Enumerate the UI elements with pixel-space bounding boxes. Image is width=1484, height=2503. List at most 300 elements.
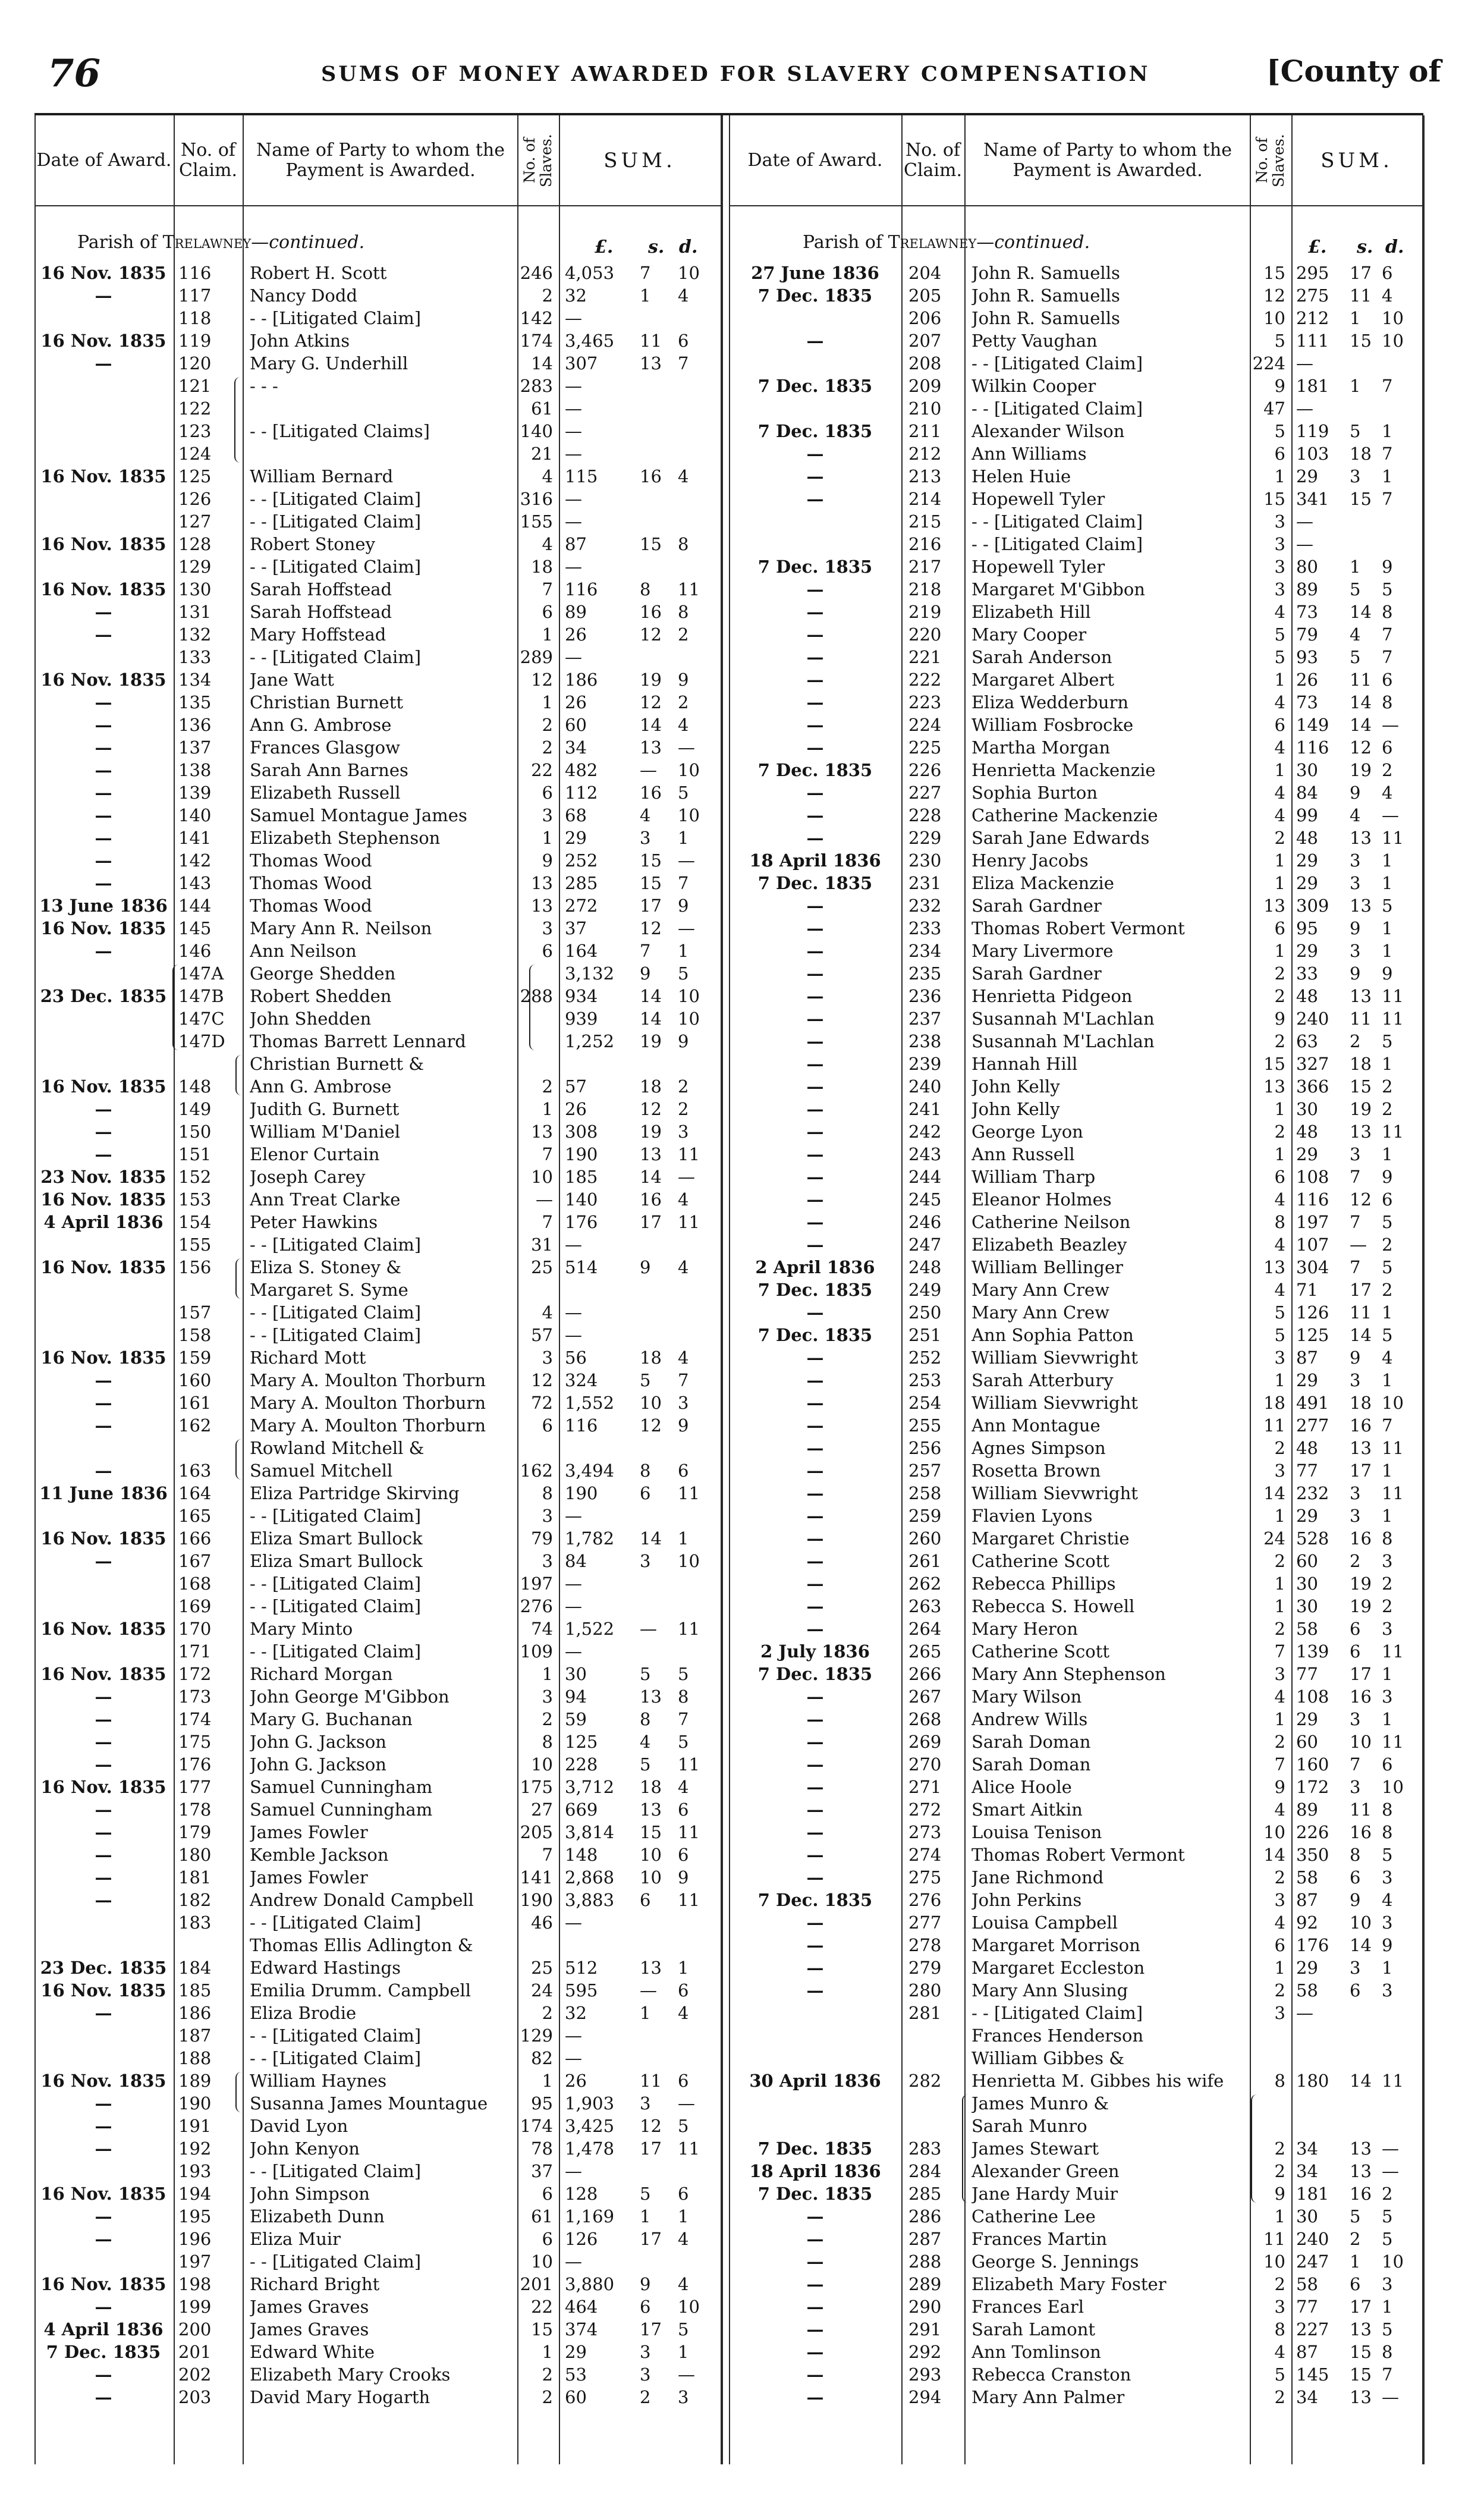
award-date: — <box>806 1506 824 1526</box>
sum-pounds: 190 <box>565 1144 598 1164</box>
claim-number: 135 <box>178 692 212 712</box>
awardee-name: - - [Litigated Claim] <box>250 1641 422 1662</box>
sum-shillings: 10 <box>1350 1912 1372 1933</box>
sum-pounds: 30 <box>1296 760 1318 780</box>
award-date: 7 Dec. 1835 <box>757 421 873 441</box>
sum-shillings: 5 <box>640 1664 651 1684</box>
sum-pounds: — <box>565 1912 582 1933</box>
sum-pounds: 212 <box>1296 308 1329 328</box>
sum-pounds: 3,494 <box>565 1461 615 1481</box>
sum-shillings: 18 <box>640 1348 662 1368</box>
sum-shillings: 1 <box>1350 308 1361 328</box>
slave-count: 6 <box>542 1415 553 1436</box>
sum-shillings: 3 <box>640 2364 651 2385</box>
sum-pounds: 227 <box>1296 2319 1329 2339</box>
sum-shillings: 15 <box>1350 489 1372 509</box>
sum-pence: 11 <box>1382 986 1404 1006</box>
sum-pence: 10 <box>678 1009 700 1029</box>
award-date: — <box>806 1980 824 2000</box>
sum-shillings: — <box>640 1619 657 1639</box>
awardee-name: - - [Litigated Claim] <box>250 1325 422 1345</box>
awardee-name: John Kelly <box>971 1076 1060 1097</box>
award-date: 16 Nov. 1835 <box>40 579 166 599</box>
sum-shillings: 15 <box>1350 2342 1372 2362</box>
slave-count: 1 <box>1274 1506 1285 1526</box>
table-row <box>0 2205 1484 2228</box>
awardee-name: David Lyon <box>250 2116 348 2136</box>
awardee-name: Elizabeth Beazley <box>971 1235 1127 1255</box>
table-row <box>0 533 1484 555</box>
award-date: — <box>95 1551 112 1571</box>
award-date: — <box>95 828 112 848</box>
awardee-name: Andrew Donald Campbell <box>250 1890 474 1910</box>
sum-pounds: 491 <box>1296 1393 1329 1413</box>
awardee-name: Eliza S. Stoney & <box>250 1257 402 1277</box>
slave-count: 1 <box>1274 466 1285 486</box>
award-date: 2 July 1836 <box>760 1641 870 1662</box>
sum-pence: 10 <box>1382 331 1404 351</box>
sum-shillings: 17 <box>640 2138 662 2159</box>
sum-shillings: 13 <box>1350 2161 1372 2181</box>
awardee-name: Margaret Albert <box>971 670 1115 690</box>
award-date: — <box>806 579 824 599</box>
table-row <box>0 2047 1484 2069</box>
award-date: — <box>806 1912 824 1933</box>
awardee-name: Louisa Campbell <box>971 1912 1118 1933</box>
awardee-name: Nancy Dodd <box>250 285 358 306</box>
sum-shillings: — <box>640 1980 657 2000</box>
sum-shillings: 2 <box>1350 2229 1361 2249</box>
slave-count: 2 <box>1274 828 1285 848</box>
slave-count: 155 <box>520 511 553 532</box>
sum-pounds: — <box>1296 2003 1313 2023</box>
sum-shillings: 3 <box>1350 850 1361 871</box>
awardee-name: Petty Vaughan <box>971 331 1098 351</box>
sum-pounds: — <box>565 511 582 532</box>
sum-pence: 1 <box>1382 1709 1393 1729</box>
slave-count: 288 <box>520 986 553 1006</box>
slave-count: 5 <box>1274 1302 1285 1323</box>
award-date: — <box>95 2229 112 2249</box>
awardee-name: Rowland Mitchell & <box>250 1438 425 1458</box>
table-row <box>0 1211 1484 1233</box>
table-row <box>0 2069 1484 2092</box>
sum-pounds: 87 <box>1296 1890 1318 1910</box>
unit-shilling: s. <box>1357 237 1373 257</box>
award-date: — <box>806 1799 824 1820</box>
award-date: — <box>806 918 824 938</box>
sum-pence: — <box>678 850 695 871</box>
slave-count: 12 <box>531 670 553 690</box>
claim-number: 169 <box>178 1596 212 1616</box>
awardee-name: John R. Samuells <box>971 285 1120 306</box>
slave-count: 95 <box>531 2093 553 2113</box>
awardee-name: William Sievwright <box>971 1393 1138 1413</box>
sum-pounds: 160 <box>1296 1754 1329 1775</box>
slave-count: 3 <box>1274 2003 1285 2023</box>
slave-count: 13 <box>531 873 553 893</box>
sum-pence: 6 <box>678 1799 689 1820</box>
slave-count: 283 <box>520 376 553 396</box>
slave-count: 9 <box>1274 1009 1285 1029</box>
slave-count: 6 <box>1274 1167 1285 1187</box>
sum-shillings: 14 <box>640 1167 662 1187</box>
slave-count: 4 <box>1274 1280 1285 1300</box>
claim-number: 159 <box>178 1348 212 1368</box>
claim-number: 266 <box>908 1664 942 1684</box>
claim-number: 125 <box>178 466 212 486</box>
sum-shillings: 12 <box>1350 1189 1372 1210</box>
table-row <box>0 1663 1484 1685</box>
sum-pounds: 116 <box>1296 1189 1329 1210</box>
award-date: 16 Nov. 1835 <box>40 918 166 938</box>
sum-shillings: 14 <box>1350 692 1372 712</box>
sum-shillings: 10 <box>640 1393 662 1413</box>
award-date: 7 Dec. 1835 <box>757 1664 873 1684</box>
sum-shillings: 11 <box>1350 1302 1372 1323</box>
sum-pounds: 295 <box>1296 263 1329 283</box>
awardee-name: Mary Heron <box>971 1619 1078 1639</box>
slave-count: 15 <box>531 2319 553 2339</box>
slave-count: 1 <box>542 1664 553 1684</box>
awardee-name: Rebecca Phillips <box>971 1574 1116 1594</box>
header-sum: SUM. <box>603 149 676 172</box>
unit-pound: £. <box>1308 237 1327 257</box>
slave-count: 12 <box>1263 285 1285 306</box>
sum-pounds: 60 <box>565 715 587 735</box>
sum-pounds: 33 <box>1296 963 1318 984</box>
sum-pounds: 116 <box>565 1415 598 1436</box>
slave-count: 72 <box>531 1393 553 1413</box>
sum-shillings: 4 <box>1350 624 1361 645</box>
slave-count: 2 <box>1274 2161 1285 2181</box>
header-rule <box>729 205 1423 206</box>
sum-shillings: 8 <box>640 1709 651 1729</box>
sum-pounds: — <box>565 647 582 667</box>
sum-pence: 5 <box>1382 1031 1393 1051</box>
claim-number: 175 <box>178 1732 212 1752</box>
sum-shillings: 18 <box>1350 444 1372 464</box>
slave-count: 15 <box>1263 1054 1285 1074</box>
claim-number: 172 <box>178 1664 212 1684</box>
sum-pounds: — <box>565 308 582 328</box>
sum-pence: 1 <box>1382 850 1393 871</box>
unit-shilling: s. <box>648 237 665 257</box>
award-date: — <box>806 1415 824 1436</box>
sum-pounds: 341 <box>1296 489 1329 509</box>
sum-pence: 4 <box>678 1777 689 1797</box>
award-date: — <box>806 331 824 351</box>
awardee-name: William Bellinger <box>971 1257 1123 1277</box>
table-row <box>0 442 1484 465</box>
awardee-name: Ann G. Ambrose <box>250 715 392 735</box>
claim-number: 220 <box>908 624 942 645</box>
sum-pounds: 275 <box>1296 285 1329 306</box>
claim-number: 264 <box>908 1619 942 1639</box>
claim-number: 134 <box>178 670 212 690</box>
sum-shillings: 3 <box>1350 1958 1361 1978</box>
award-date: — <box>806 1212 824 1232</box>
award-date: — <box>806 1935 824 1955</box>
award-date: — <box>95 1822 112 1842</box>
sum-pence: 5 <box>1382 2206 1393 2226</box>
claim-number: 180 <box>178 1845 212 1865</box>
sum-pounds: 240 <box>1296 1009 1329 1029</box>
sum-pounds: 1,252 <box>565 1031 615 1051</box>
sum-shillings: 1 <box>640 2003 651 2023</box>
awardee-name: Smart Aitkin <box>971 1799 1083 1820</box>
claim-number: 227 <box>908 783 942 803</box>
award-date: — <box>806 737 824 758</box>
claim-number: 142 <box>178 850 212 871</box>
award-date: — <box>95 2138 112 2159</box>
awardee-name: Thomas Wood <box>250 850 372 871</box>
sum-pounds: 30 <box>1296 2206 1318 2226</box>
sum-pence: 4 <box>678 466 689 486</box>
awardee-name: Ann Williams <box>971 444 1087 464</box>
slave-count: 197 <box>520 1574 553 1594</box>
slave-count: 1 <box>1274 2206 1285 2226</box>
sum-pounds: 26 <box>565 2071 587 2091</box>
awardee-name: John Atkins <box>250 331 350 351</box>
sum-shillings: 14 <box>640 986 662 1006</box>
slave-count: 9 <box>1274 1777 1285 1797</box>
sum-pounds: 32 <box>565 2003 587 2023</box>
slave-count: 2 <box>542 2387 553 2407</box>
sum-pounds: 89 <box>1296 579 1318 599</box>
awardee-name: Sarah Doman <box>971 1732 1091 1752</box>
sum-pounds: 84 <box>1296 783 1318 803</box>
award-date: 16 Nov. 1835 <box>40 1980 166 2000</box>
sum-shillings: 8 <box>640 579 651 599</box>
sum-shillings: 11 <box>1350 670 1372 690</box>
header-slaves: No. of Slaves. <box>521 134 555 187</box>
awardee-name: Jane Richmond <box>971 1867 1104 1888</box>
award-date: — <box>806 670 824 690</box>
slave-count: 2 <box>1274 1438 1285 1458</box>
sum-shillings: 14 <box>1350 2071 1372 2091</box>
sum-shillings: 4 <box>640 1732 651 1752</box>
slave-count: 4 <box>1274 692 1285 712</box>
award-date: 30 April 1836 <box>749 2071 881 2091</box>
sum-shillings: 14 <box>640 1528 662 1549</box>
slave-count: 9 <box>542 850 553 871</box>
sum-pence: 1 <box>1382 421 1393 441</box>
claim-number: 201 <box>178 2342 212 2362</box>
award-date: — <box>806 828 824 848</box>
claim-number: 263 <box>908 1596 942 1616</box>
slave-count: 4 <box>542 1302 553 1323</box>
award-date: — <box>806 1348 824 1368</box>
claim-number: 223 <box>908 692 942 712</box>
sum-pounds: 277 <box>1296 1415 1329 1436</box>
slave-count: 5 <box>1274 647 1285 667</box>
claim-number: 278 <box>908 1935 942 1955</box>
sum-shillings: 15 <box>640 534 662 554</box>
claim-number: 139 <box>178 783 212 803</box>
slave-count: 13 <box>531 1122 553 1142</box>
sum-shillings: 3 <box>640 2093 651 2113</box>
sum-pounds: 95 <box>1296 918 1318 938</box>
header-claim: No. of Claim. <box>178 140 237 181</box>
slave-count: 3 <box>1274 2297 1285 2317</box>
claim-number: 185 <box>178 1980 212 2000</box>
sum-pounds: 29 <box>1296 1709 1318 1729</box>
slave-count: 3 <box>1274 534 1285 554</box>
awardee-name: Alexander Wilson <box>971 421 1125 441</box>
claim-number: 132 <box>178 624 212 645</box>
sum-shillings: 16 <box>640 783 662 803</box>
claim-number: 228 <box>908 805 942 825</box>
slave-count: 6 <box>1274 1935 1285 1955</box>
sum-shillings: 14 <box>1350 715 1372 735</box>
awardee-name: James Fowler <box>250 1822 368 1842</box>
table-row <box>0 894 1484 917</box>
awardee-name: Sarah Gardner <box>971 963 1102 984</box>
award-date: 18 April 1836 <box>749 2161 881 2181</box>
awardee-name: Catherine Scott <box>971 1641 1110 1662</box>
claim-number: 154 <box>178 1212 212 1232</box>
claim-number: 177 <box>178 1777 212 1797</box>
slave-count: 18 <box>1263 1393 1285 1413</box>
sum-shillings: 17 <box>640 2229 662 2249</box>
sum-pence: 1 <box>1382 1506 1393 1526</box>
claim-number: 237 <box>908 1009 942 1029</box>
claim-number: 150 <box>178 1122 212 1142</box>
slave-count: 8 <box>542 1483 553 1503</box>
sum-pence: — <box>678 1167 695 1187</box>
claim-number: 137 <box>178 737 212 758</box>
claim-number: 161 <box>178 1393 212 1413</box>
award-date: — <box>95 2297 112 2317</box>
claim-number: 254 <box>908 1393 942 1413</box>
award-date: 16 Nov. 1835 <box>40 534 166 554</box>
awardee-name: Ann G. Ambrose <box>250 1076 392 1097</box>
sum-pounds: 29 <box>1296 1370 1318 1390</box>
sum-pence: 2 <box>1382 2184 1393 2204</box>
award-date: 7 Dec. 1835 <box>757 760 873 780</box>
award-date: — <box>806 1076 824 1097</box>
sum-pounds: — <box>565 2048 582 2068</box>
award-date: — <box>806 1167 824 1187</box>
sum-pounds: 185 <box>565 1167 598 1187</box>
unit-pence: d. <box>1385 237 1404 257</box>
sum-pounds: 87 <box>1296 2342 1318 2362</box>
sum-pence: 5 <box>1382 2319 1393 2339</box>
sum-pounds: 1,522 <box>565 1619 615 1639</box>
slave-count: 2 <box>542 285 553 306</box>
table-row <box>0 1753 1484 1776</box>
claim-number: 181 <box>178 1867 212 1888</box>
claim-number: 215 <box>908 511 942 532</box>
awardee-name: John G. Jackson <box>250 1732 386 1752</box>
awardee-name: - - [Litigated Claim] <box>971 398 1143 419</box>
awardee-name: Emilia Drumm. Campbell <box>250 1980 471 2000</box>
awardee-name: Judith G. Burnett <box>250 1099 400 1119</box>
claim-number: 222 <box>908 670 942 690</box>
sum-shillings: 15 <box>640 873 662 893</box>
sum-pounds: 26 <box>565 692 587 712</box>
awardee-name: Samuel Cunningham <box>250 1777 433 1797</box>
slave-count: 8 <box>542 1732 553 1752</box>
awardee-name: Henry Jacobs <box>971 850 1089 871</box>
sum-shillings: 3 <box>1350 466 1361 486</box>
slave-count: 2 <box>1274 2274 1285 2294</box>
awardee-name: James Graves <box>250 2297 369 2317</box>
awardee-name: - - [Litigated Claim] <box>250 1235 422 1255</box>
sum-pounds: 669 <box>565 1799 598 1820</box>
award-date: 2 April 1836 <box>755 1257 875 1277</box>
table-row <box>0 804 1484 827</box>
claim-number: 276 <box>908 1890 942 1910</box>
header-slaves: No. of Slaves. <box>1253 134 1287 187</box>
claim-number: 151 <box>178 1144 212 1164</box>
claim-number: 218 <box>908 579 942 599</box>
claim-number: 187 <box>178 2025 212 2046</box>
sum-pence: 4 <box>678 1189 689 1210</box>
award-date: 11 June 1836 <box>39 1483 168 1503</box>
awardee-name: Eliza Partridge Skirving <box>250 1483 460 1503</box>
sum-shillings: 12 <box>1350 737 1372 758</box>
sum-shillings: 9 <box>1350 1890 1361 1910</box>
sum-pence: — <box>1382 2387 1399 2407</box>
sum-pence: 8 <box>1382 1822 1393 1842</box>
sum-pence: 1 <box>1382 1958 1393 1978</box>
table-row <box>0 781 1484 804</box>
award-date: 7 Dec. 1835 <box>757 2184 873 2204</box>
sum-pence: 4 <box>678 715 689 735</box>
sum-pounds: 48 <box>1296 828 1318 848</box>
claim-number: 136 <box>178 715 212 735</box>
sum-shillings: 16 <box>1350 2184 1372 2204</box>
sum-pounds: 327 <box>1296 1054 1329 1074</box>
award-date: — <box>806 896 824 916</box>
claim-number: 203 <box>178 2387 212 2407</box>
slave-count: 6 <box>542 2184 553 2204</box>
table-row <box>0 555 1484 578</box>
table-row <box>0 1911 1484 1934</box>
claim-number: 224 <box>908 715 942 735</box>
awardee-name: John Perkins <box>971 1890 1082 1910</box>
claim-number: 200 <box>178 2319 212 2339</box>
sum-shillings: 14 <box>1350 602 1372 622</box>
awardee-name: Agnes Simpson <box>971 1438 1106 1458</box>
sum-pence: 11 <box>678 1619 700 1639</box>
sum-shillings: 13 <box>640 737 662 758</box>
table-row <box>0 2092 1484 2115</box>
sum-pounds: 1,478 <box>565 2138 615 2159</box>
claim-number: 282 <box>908 2071 942 2091</box>
awardee-name: Sophia Burton <box>971 783 1098 803</box>
sum-pounds: — <box>1296 511 1313 532</box>
table-row <box>0 1233 1484 1256</box>
award-date: — <box>806 1845 824 1865</box>
claim-number: 284 <box>908 2161 942 2181</box>
sum-pounds: 247 <box>1296 2251 1329 2272</box>
slave-count: 3 <box>1274 1461 1285 1481</box>
sum-shillings: 1 <box>1350 2251 1361 2272</box>
slave-count: 25 <box>531 1958 553 1978</box>
table-row <box>0 668 1484 691</box>
slave-count: 22 <box>531 760 553 780</box>
sum-shillings: 3 <box>1350 1777 1361 1797</box>
sum-shillings: 5 <box>640 1370 651 1390</box>
awardee-name: Thomas Ellis Adlington & <box>250 1935 473 1955</box>
slave-count: 3 <box>1274 1890 1285 1910</box>
sum-pounds: 514 <box>565 1257 598 1277</box>
awardee-name: Hopewell Tyler <box>971 489 1105 509</box>
sum-shillings: 19 <box>640 1122 662 1142</box>
